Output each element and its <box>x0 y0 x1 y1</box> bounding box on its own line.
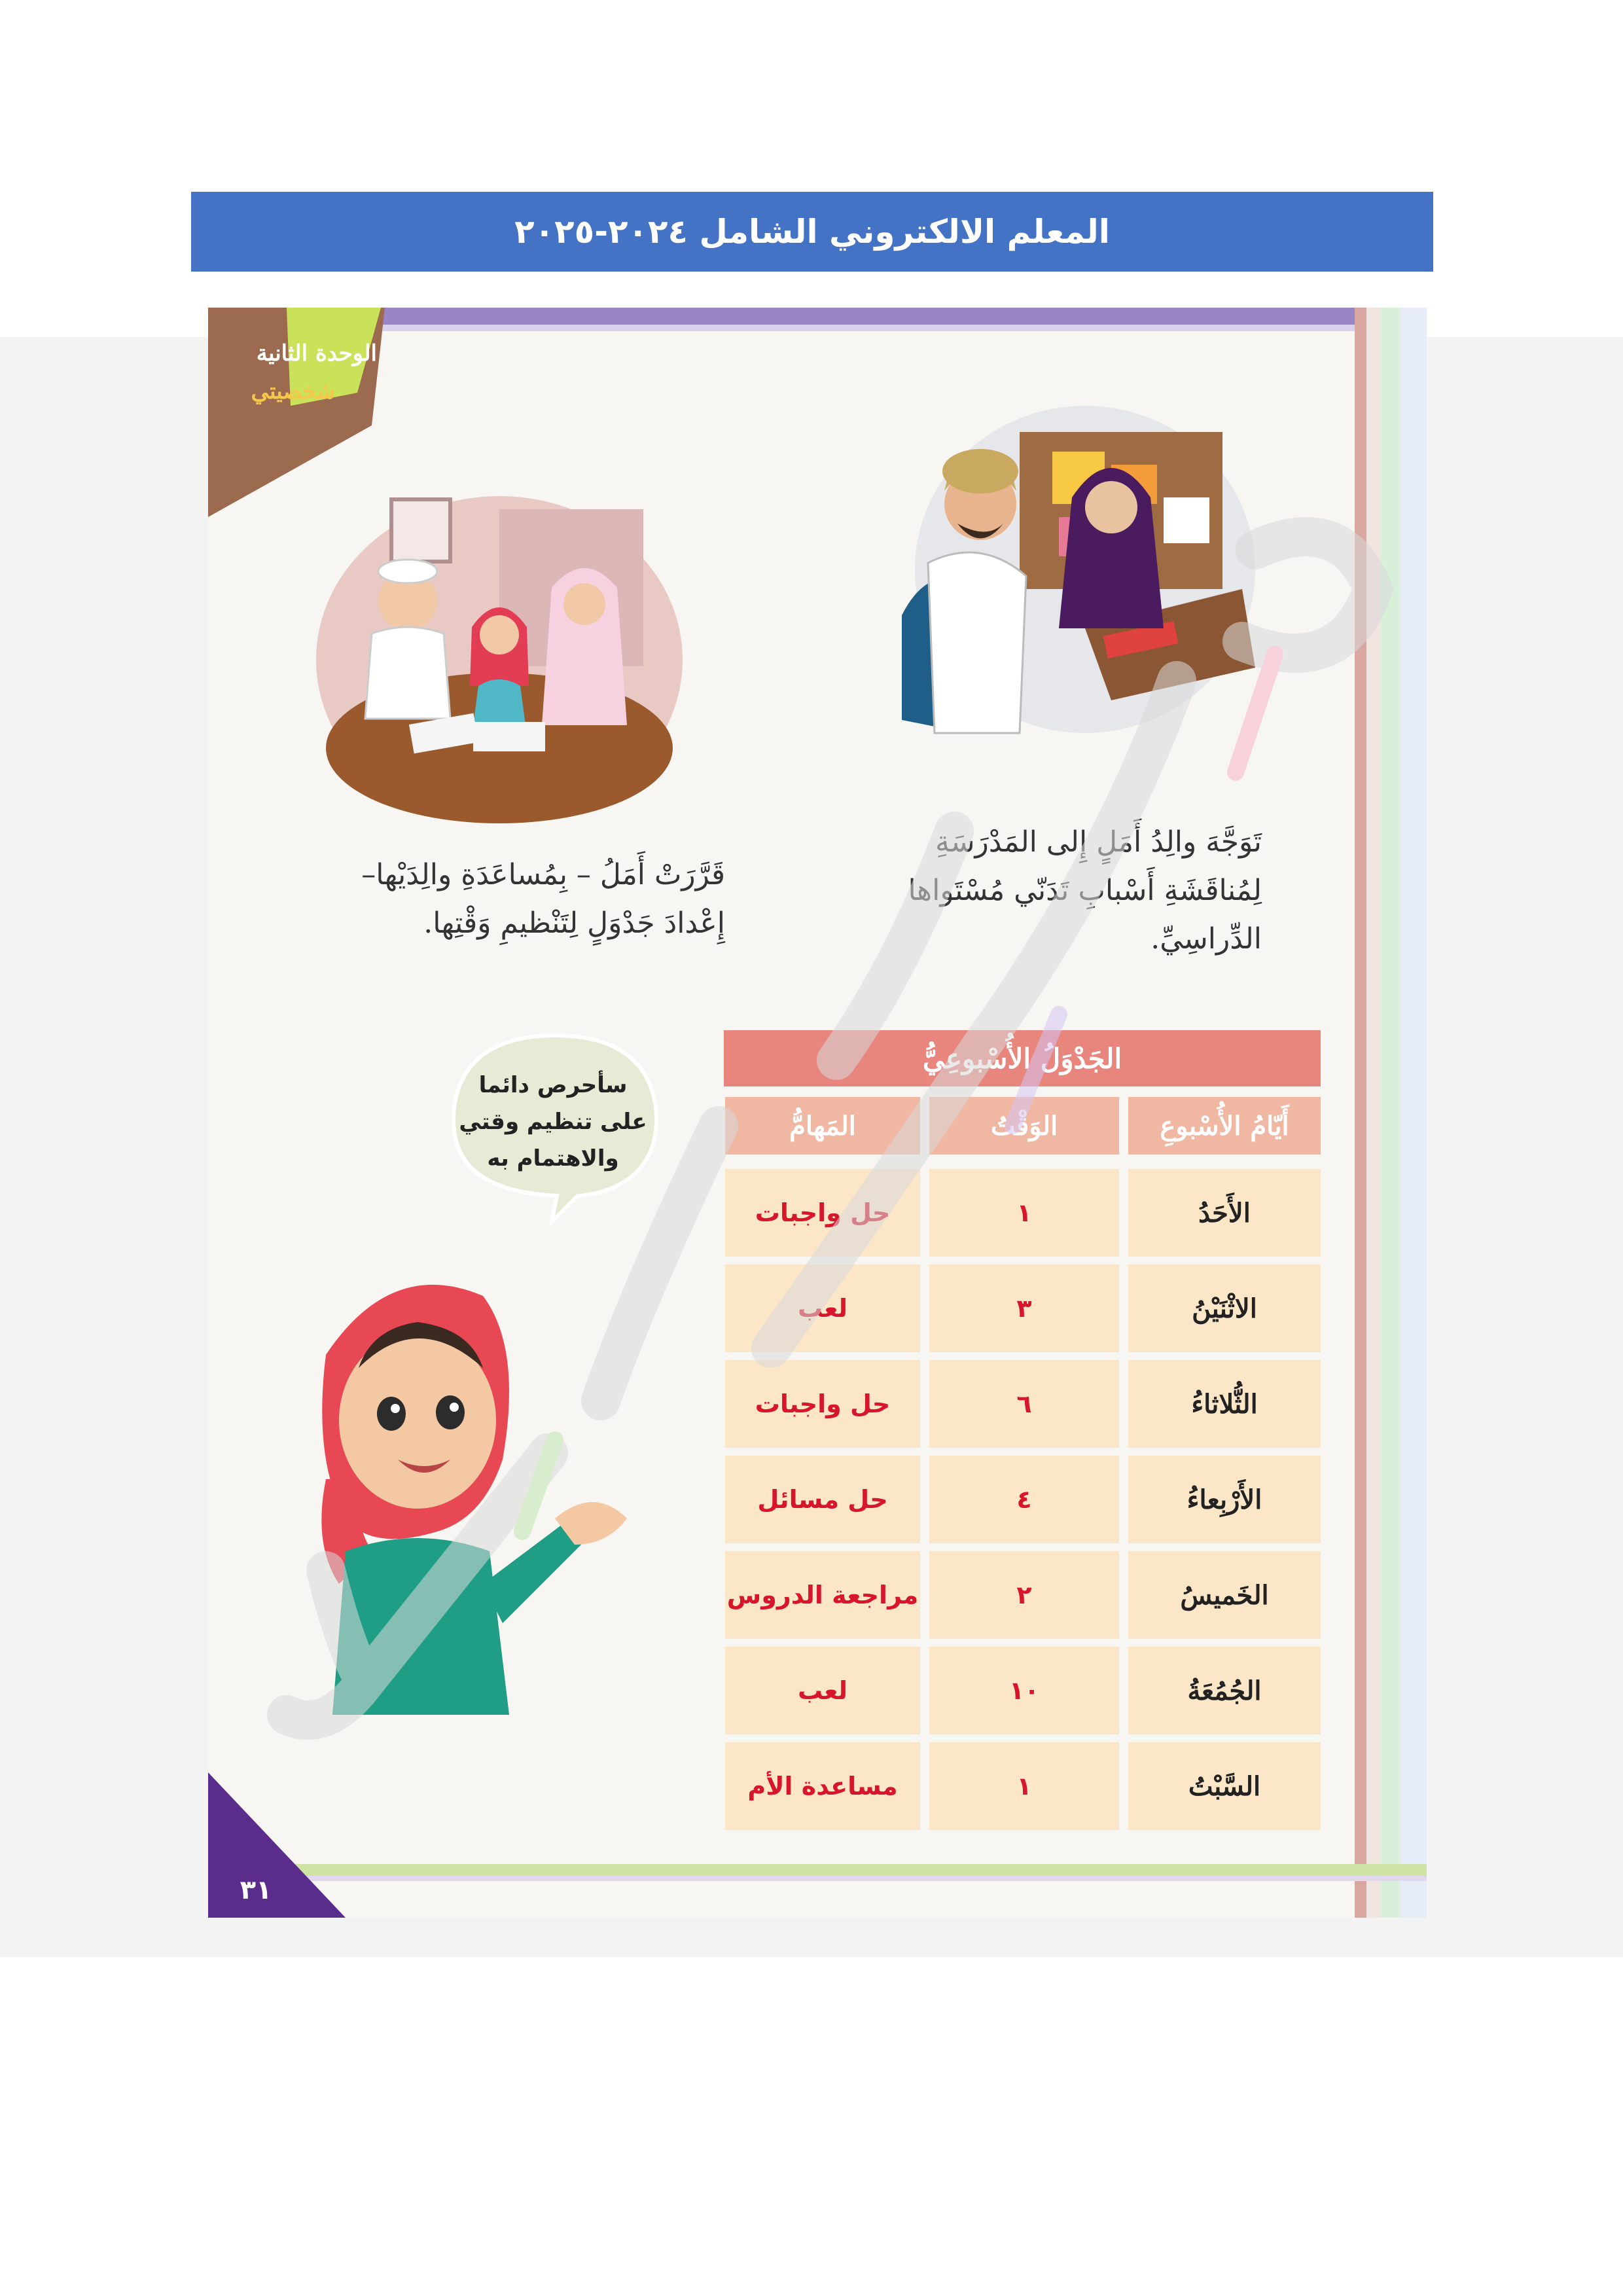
time-cell: ١٠ <box>929 1647 1119 1734</box>
time-cell: ٤ <box>929 1456 1119 1543</box>
family-illustration <box>310 490 689 830</box>
time-cell: ٦ <box>929 1360 1119 1448</box>
caption-line: الدِّراسِيِّ. <box>1150 922 1262 956</box>
time-cell: ٣ <box>929 1265 1119 1352</box>
time-cell: ١ <box>929 1169 1119 1257</box>
schedule-title: الجَدْوَلُ الأُسْبوعِيُّ <box>922 1042 1122 1075</box>
textbook-page <box>208 308 1427 1918</box>
girl-illustration <box>287 1244 653 1715</box>
bubble-line: على تنظيم وقتي <box>459 1109 647 1135</box>
task-cell: مراجعة الدروس <box>725 1551 920 1639</box>
unit-title: شخصيتي <box>251 378 336 404</box>
day-cell: الخَميسُ <box>1128 1551 1321 1639</box>
header-tasks: المَهامُّ <box>725 1097 920 1155</box>
caption-father-school <box>869 818 1262 963</box>
task-cell: لعب <box>725 1647 920 1734</box>
unit-corner-tab <box>208 308 385 517</box>
day-cell: الجُمُعَةُ <box>1128 1647 1321 1734</box>
caption-line: قَرَّرَتْ أَمَلُ – بِمُساعَدَةِ والِدَيْها– <box>361 858 725 891</box>
banner-title: المعلم الالكتروني الشامل ٢٠٢٤-٢٠٢٥ <box>514 213 1110 251</box>
day-cell: الأَحَدُ <box>1128 1169 1321 1257</box>
header-time: الوَقْتُ <box>929 1097 1119 1155</box>
day-cell: الاثْنَيْنُ <box>1128 1265 1321 1352</box>
task-cell: حل مسائل <box>725 1456 920 1543</box>
time-cell: ١ <box>929 1742 1119 1830</box>
caption-line: تَوَجَّهَ والِدُ أَمَلٍ إِلى المَدْرَسَةِ <box>935 825 1262 859</box>
school-meeting-illustration <box>889 393 1255 759</box>
caption-line: لِمُناقَشَةِ أَسْبابِ تَدَنّي مُسْتَواها <box>908 874 1262 907</box>
day-cell: السَّبْتُ <box>1128 1742 1321 1830</box>
time-cell: ٢ <box>929 1551 1119 1639</box>
bubble-line: سأحرص دائما <box>478 1072 628 1098</box>
right-decor-strip <box>1355 308 1427 1918</box>
caption-amal-schedule <box>319 851 725 948</box>
caption-line: إِعْدادَ جَدْوَلٍ لِتَنْظيمِ وَقْتِها. <box>423 906 725 940</box>
bottom-decor-strip <box>208 1864 1427 1876</box>
day-cell: الأَرْبِعاءُ <box>1128 1456 1321 1543</box>
day-cell: الثُّلاثاءُ <box>1128 1360 1321 1448</box>
task-cell: حل واجبات <box>725 1360 920 1448</box>
top-decor-strip-light <box>208 325 1427 331</box>
task-cell: لعب <box>725 1265 920 1352</box>
bubble-line: والاهتمام به <box>487 1145 619 1172</box>
header-days: أَيّامُ الأُسْبوعِ <box>1128 1097 1321 1155</box>
page-number: ٣١ <box>240 1875 272 1905</box>
task-cell: مساعدة الأم <box>725 1742 920 1830</box>
bottom-decor-strip-light <box>208 1876 1427 1881</box>
top-decor-strip <box>208 308 1427 325</box>
header-banner <box>191 192 1433 272</box>
schedule-title-bar <box>724 1030 1321 1086</box>
speech-bubble-text <box>458 1067 648 1177</box>
unit-label: الوحدة الثانية <box>256 340 377 367</box>
task-cell: حل واجبات <box>725 1169 920 1257</box>
